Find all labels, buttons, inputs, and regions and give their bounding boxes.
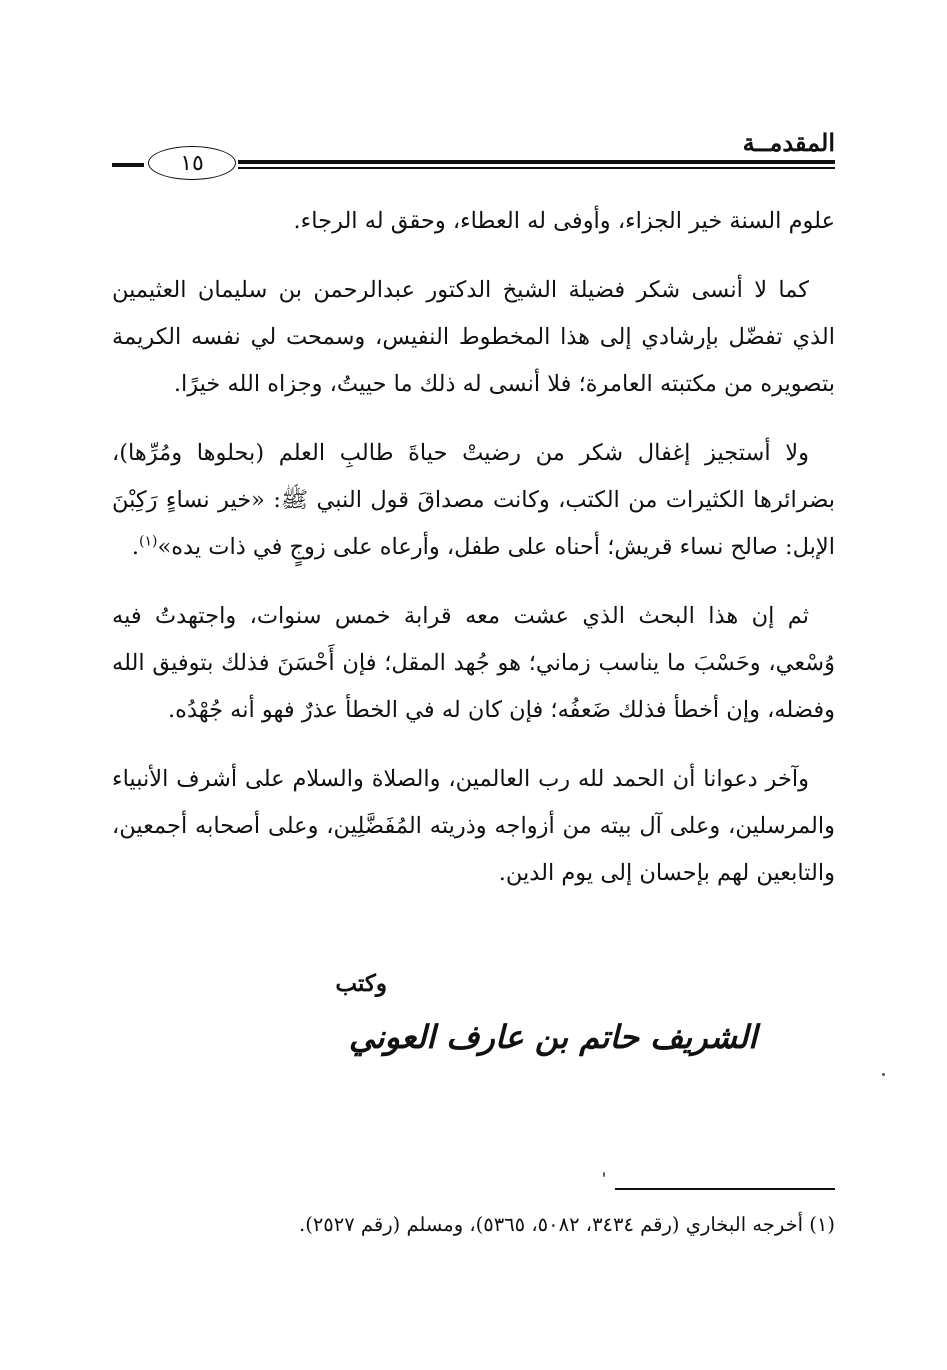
header-rule-stub bbox=[112, 163, 144, 167]
scan-speck bbox=[882, 1073, 885, 1076]
header-rule-thin bbox=[238, 167, 835, 169]
footnote-number: (١) bbox=[809, 1213, 835, 1236]
footnote-marker[interactable]: (١) bbox=[139, 533, 158, 550]
footnote-text: أخرجه البخاري (رقم ٣٤٣٤، ٥٠٨٢، ٥٣٦٥)، ومسلم (رقم ٢٥٢٧). bbox=[299, 1213, 804, 1236]
footnote-rule bbox=[615, 1188, 835, 1190]
author-signature: الشريف حاتم بن عارف العوني bbox=[348, 1018, 757, 1056]
paragraph-1: علوم السنة خير الجزاء، وأوفى له العطاء، وحقق له الرجاء. bbox=[293, 208, 835, 234]
scan-speck bbox=[603, 1172, 605, 1177]
footnote bbox=[112, 1208, 835, 1242]
paragraph-2: كما لا أنسى شكر فضيلة الشيخ الدكتور عبدالرحمن بن سليمان العثيمين الذي تفضّل بإرشادي إلى هذا المخطوط النفيس، وسمحت لي نفسه الكريمة بتصويره من مكتبته العامرة؛ فلا أنسى له ذلك ما حييتُ، وجزاه الله خيرًا. bbox=[112, 277, 835, 397]
paragraph-3-end: . bbox=[131, 534, 140, 560]
closing-kataba: وكتب bbox=[335, 970, 387, 997]
paragraph-3 bbox=[112, 430, 835, 571]
body-text bbox=[112, 198, 835, 919]
page-number: ١٥ bbox=[148, 146, 236, 180]
chapter-title: المقدمــة bbox=[742, 128, 835, 157]
paragraph-4: ثم إن هذا البحث الذي عشت معه قرابة خمس سنوات، واجتهدتُ فيه وُسْعي، وحَسْبَ ما يناسب زماني؛ هو جُهد المقل؛ فإن أَحْسَنَ فذلك بتوفيق الله وفضله، وإن أخطأ فذلك ضَعفُه؛ فإن كان له في الخطأ عذرٌ فهو أنه جُهْدُه. bbox=[112, 603, 835, 723]
header-rule-thick bbox=[238, 160, 835, 164]
header-rule bbox=[238, 160, 835, 170]
paragraph-5: وآخر دعوانا أن الحمد لله رب العالمين، والصلاة والسلام على أشرف الأنبياء والمرسلين، وعلى آل بيته من أزواجه وذريته المُفَضَّلِين، وعلى أصحابه أجمعين، والتابعين لهم بإحسان إلى يوم الدين. bbox=[112, 766, 835, 886]
paragraph-3-text: ولا أستجيز إغفال شكر من رضيتْ حياةَ طالبِ العلم (بحلوها ومُرِّها)، بضرائرها الكثيرات من الكتب، وكانت مصداقَ قول النبي ﷺ: «خير نساءٍ رَكِبْنَ الإبل: صالح نساء قريش؛ أحناه على طفل، وأرعاه على زوجٍ في ذات يده» bbox=[112, 440, 835, 560]
